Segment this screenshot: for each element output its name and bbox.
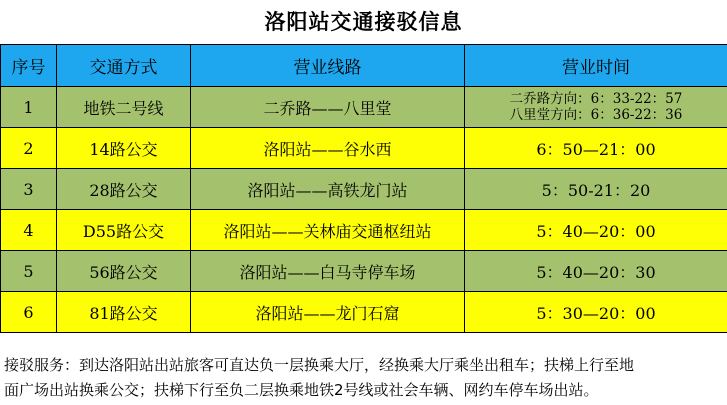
row-route: 洛阳站——高铁龙门站 xyxy=(191,169,465,210)
table-row xyxy=(1,210,727,251)
row-mode: 28路公交 xyxy=(57,169,191,210)
row-hours: 6：50—21：00 xyxy=(465,128,727,169)
row-mode: D55路公交 xyxy=(57,210,191,251)
table-row xyxy=(1,169,727,210)
header-row xyxy=(1,45,727,87)
table-row xyxy=(1,292,727,333)
row-mode: 地铁二号线 xyxy=(57,87,191,128)
row-route: 二乔路——八里堂 xyxy=(191,87,465,128)
row-mode: 81路公交 xyxy=(57,292,191,333)
header-mode: 交通方式 xyxy=(57,45,191,87)
row-hours: 5：50-21：20 xyxy=(465,169,727,210)
page-title: 洛阳站交通接驳信息 xyxy=(264,10,463,34)
row-hours: 5：40—20：00 xyxy=(465,210,727,251)
row-hours: 5：30—20：00 xyxy=(465,292,727,333)
row-no: 2 xyxy=(1,128,57,169)
header-no: 序号 xyxy=(1,45,57,87)
row-route: 洛阳站——白马寺停车场 xyxy=(191,251,465,292)
row-mode: 56路公交 xyxy=(57,251,191,292)
table-row xyxy=(1,128,727,169)
row-no: 5 xyxy=(1,251,57,292)
header-route: 营业线路 xyxy=(191,45,465,87)
row-hours xyxy=(465,87,727,128)
row-hours-line: 二乔路方向：6：33-22：57 xyxy=(509,91,683,107)
row-mode: 14路公交 xyxy=(57,128,191,169)
service-note xyxy=(4,353,724,403)
row-hours-line: 八里堂方向：6：36-22：36 xyxy=(509,107,683,123)
row-no: 6 xyxy=(1,292,57,333)
header-hours: 营业时间 xyxy=(465,45,727,87)
row-no: 1 xyxy=(1,87,57,128)
service-note-line: 面广场出站换乘公交；扶梯下行至负二层换乘地铁2号线或社会车辆、网约车停车场出站。 xyxy=(4,381,599,399)
row-no: 3 xyxy=(1,169,57,210)
service-note-line: 接驳服务：到达洛阳站出站旅客可直达负一层换乘大厅，经换乘大厅乘坐出租车；扶梯上行至地 xyxy=(4,356,635,374)
table-row xyxy=(1,251,727,292)
row-hours: 5：40—20：30 xyxy=(465,251,727,292)
row-route: 洛阳站——谷水西 xyxy=(191,128,465,169)
row-no: 4 xyxy=(1,210,57,251)
table-row xyxy=(1,87,727,128)
row-route: 洛阳站——关林庙交通枢纽站 xyxy=(191,210,465,251)
transport-table xyxy=(0,44,727,333)
row-route: 洛阳站——龙门石窟 xyxy=(191,292,465,333)
